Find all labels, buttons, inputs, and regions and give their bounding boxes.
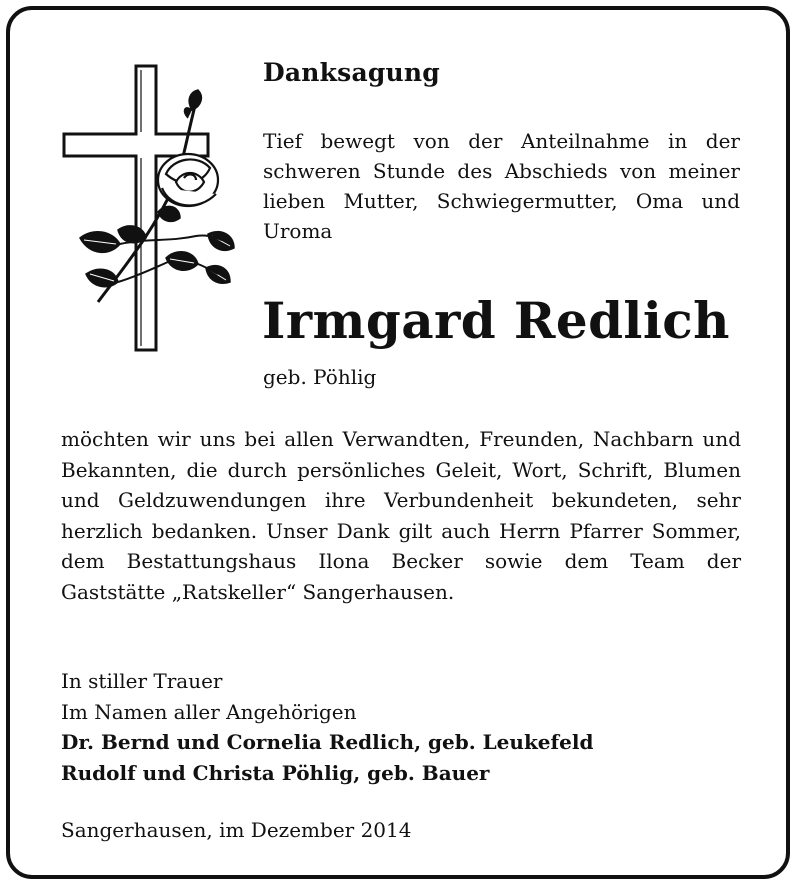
intro-text: Tief bewegt von der Anteilnahme in der schweren Stunde des Abschieds von meiner lieben Mutter, Schwiegermutter, Oma und Uroma — [263, 129, 740, 243]
signoff — [61, 666, 593, 788]
place-date: Sangerhausen, im Dezember 2014 — [61, 818, 412, 842]
thanks-body: möchten wir uns bei allen Verwandten, Freunden, Nachbarn und Bekannten, die durch persönliches Geleit, Wort, Schrift, Blumen und Geldzuwendungen ihre Verbundenheit bekundeten, sehr herzlich bedanken. Unser Dank gilt auch Herrn Pfarrer Sommer, dem Bestattungshaus Ilona Becker sowie dem Team der Gaststätte „Ratskeller“ Sangerhausen. — [61, 427, 741, 604]
cross-with-rose-icon — [58, 62, 238, 354]
family-name-2: Rudolf und Christa Pöhlig, geb. Bauer — [61, 760, 490, 785]
birth-name: geb. Pöhlig — [263, 365, 377, 389]
deceased-name: Irmgard Redlich — [262, 291, 730, 350]
family-name-1: Dr. Bernd und Cornelia Redlich, geb. Leukefeld — [61, 730, 594, 754]
signoff-line-1: In stiller Trauer — [61, 669, 223, 693]
notice-heading: Danksagung — [263, 58, 440, 87]
signoff-line-2: Im Namen aller Angehörigen — [61, 699, 357, 724]
